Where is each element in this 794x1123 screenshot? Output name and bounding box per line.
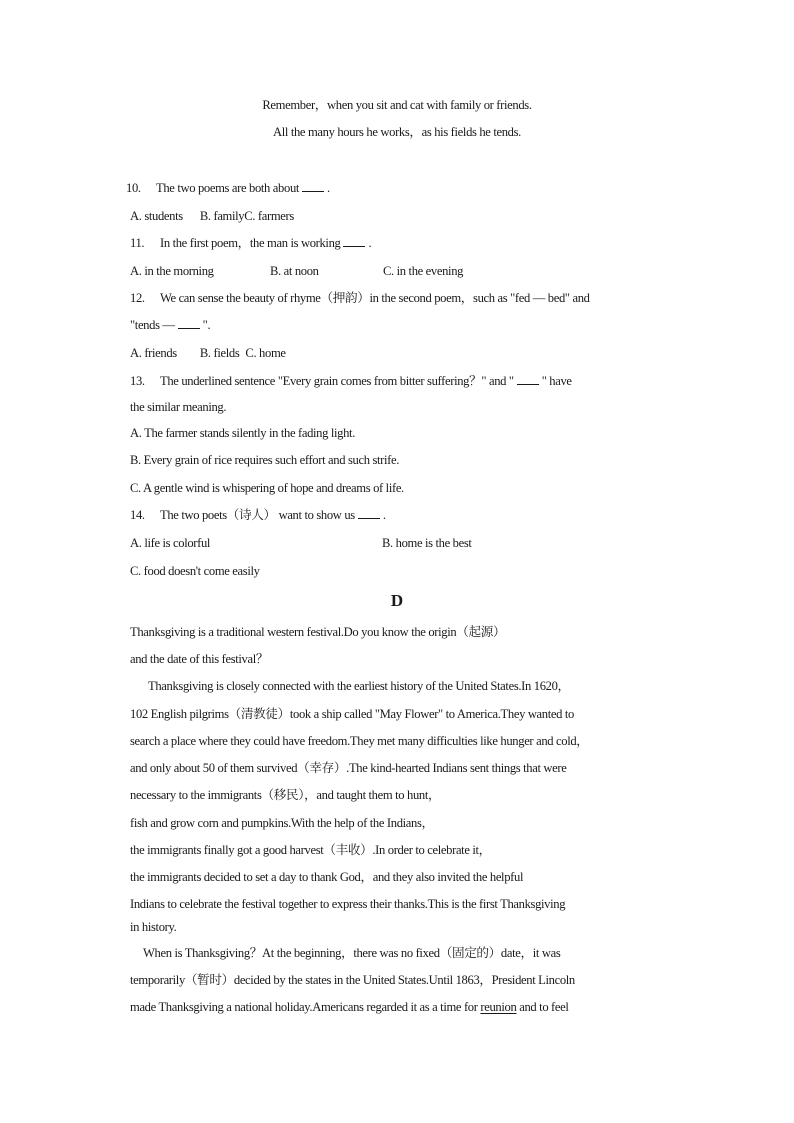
- passage-line-last: [130, 999, 569, 1015]
- answer-blank: [178, 317, 200, 329]
- question-14: [130, 507, 386, 523]
- answer-blank: [358, 507, 380, 519]
- question-number: 14.: [130, 508, 145, 522]
- option-b: B. fields: [199, 346, 240, 360]
- passage-line: the immigrants finally got a good harvest（丰收）.In order to celebrate it，: [130, 843, 491, 857]
- underlined-word: reunion: [480, 1000, 517, 1014]
- question-end: ".: [202, 318, 211, 332]
- passage-text-tail: and to feel: [516, 1000, 569, 1014]
- passage-line: the immigrants decided to set a day to thank God，and they also invited the helpful: [130, 870, 524, 884]
- question-13-continued: the similar meaning.: [130, 400, 227, 414]
- question-13: [130, 373, 572, 389]
- passage-line: fish and grow corn and pumpkins.With the help of the Indians，: [130, 816, 434, 830]
- question-stem: The underlined sentence "Every grain comes from bitter suffering？" and ": [160, 374, 514, 388]
- question-12-options: [130, 345, 286, 361]
- passage-line: temporarily（暂时）decided by the states in the United States.Until 1863，President Lincoln: [130, 973, 575, 987]
- question-14-options-ab: [130, 535, 472, 551]
- question-10-options: [130, 208, 294, 224]
- question-stem: The two poems are both about: [156, 181, 300, 195]
- passage-line: search a place where they could have freedom.They met many difficulties like hunger and cold，: [130, 734, 589, 748]
- passage-line: necessary to the immigrants（移民），and taught them to hunt，: [130, 788, 441, 802]
- question-stem-end: " have: [541, 374, 572, 388]
- question-10: [126, 180, 330, 196]
- passage-line: and the date of this festival？: [130, 652, 269, 666]
- question-11: [130, 235, 371, 251]
- question-number: 11.: [130, 236, 145, 250]
- question-number: 10.: [126, 181, 141, 195]
- question-number: 12.: [130, 291, 145, 305]
- question-13-option-b: B. Every grain of rice requires such effort and such strife.: [130, 453, 400, 467]
- question-12-continued: [130, 317, 210, 333]
- question-end: .: [327, 181, 330, 195]
- passage-line: in history.: [130, 920, 177, 934]
- question-stem: In the first poem，the man is working: [160, 236, 341, 250]
- question-number: 13.: [130, 374, 145, 388]
- passage-line: When is Thanksgiving？At the beginning，there was no fixed（固定的）date，it was: [143, 946, 561, 960]
- question-stem: We can sense the beauty of rhyme（押韵）in the second poem，such as "fed — bed" and: [160, 291, 590, 305]
- question-end: .: [382, 508, 386, 522]
- answer-blank: [302, 180, 324, 192]
- option-c: C. home: [245, 346, 286, 360]
- option-a: A. in the morning: [130, 264, 214, 278]
- question-11-options: [130, 263, 463, 279]
- answer-blank: [517, 373, 539, 385]
- option-b: B. home is the best: [382, 536, 472, 550]
- option-a: A. students: [130, 209, 183, 223]
- passage-line: 102 English pilgrims（清教徒）took a ship called "May Flower" to America.They wanted to: [130, 707, 574, 721]
- option-b: B. at noon: [270, 264, 319, 278]
- passage-text: made Thanksgiving a national holiday.Americans regarded it as a time for: [130, 1000, 481, 1014]
- answer-blank: [343, 235, 365, 247]
- option-c: C. in the evening: [383, 264, 464, 278]
- passage-line: Indians to celebrate the festival together to express their thanks.This is the first Thanksgiving: [130, 897, 566, 911]
- question-14-option-c: C. food doesn't come easily: [130, 564, 260, 578]
- passage-line: and only about 50 of them survived（幸存）.The kind-hearted Indians sent things that were: [130, 761, 567, 775]
- poem-line-1: Remember，when you sit and cat with family or friends.: [262, 98, 532, 112]
- option-c: C. farmers: [244, 209, 294, 223]
- question-12: [130, 290, 590, 306]
- passage-line: Thanksgiving is closely connected with the earliest history of the United States.In 1620，: [148, 679, 570, 693]
- option-b: B. family: [199, 209, 245, 223]
- question-stem-cont: "tends —: [130, 318, 175, 332]
- question-13-option-a: A. The farmer stands silently in the fading light.: [130, 426, 355, 440]
- passage-line: Thanksgiving is a traditional western festival.Do you know the origin（起源）: [130, 625, 506, 639]
- poem-line-2: All the many hours he works，as his fields he tends.: [273, 125, 521, 139]
- option-a: A. friends: [130, 346, 177, 360]
- section-heading: D: [390, 591, 404, 610]
- question-13-option-c: C. A gentle wind is whispering of hope and dreams of life.: [130, 481, 404, 495]
- option-a: A. life is colorful: [130, 536, 211, 550]
- question-stem: The two poets（诗人） want to show us: [160, 508, 355, 522]
- question-end: .: [368, 236, 372, 250]
